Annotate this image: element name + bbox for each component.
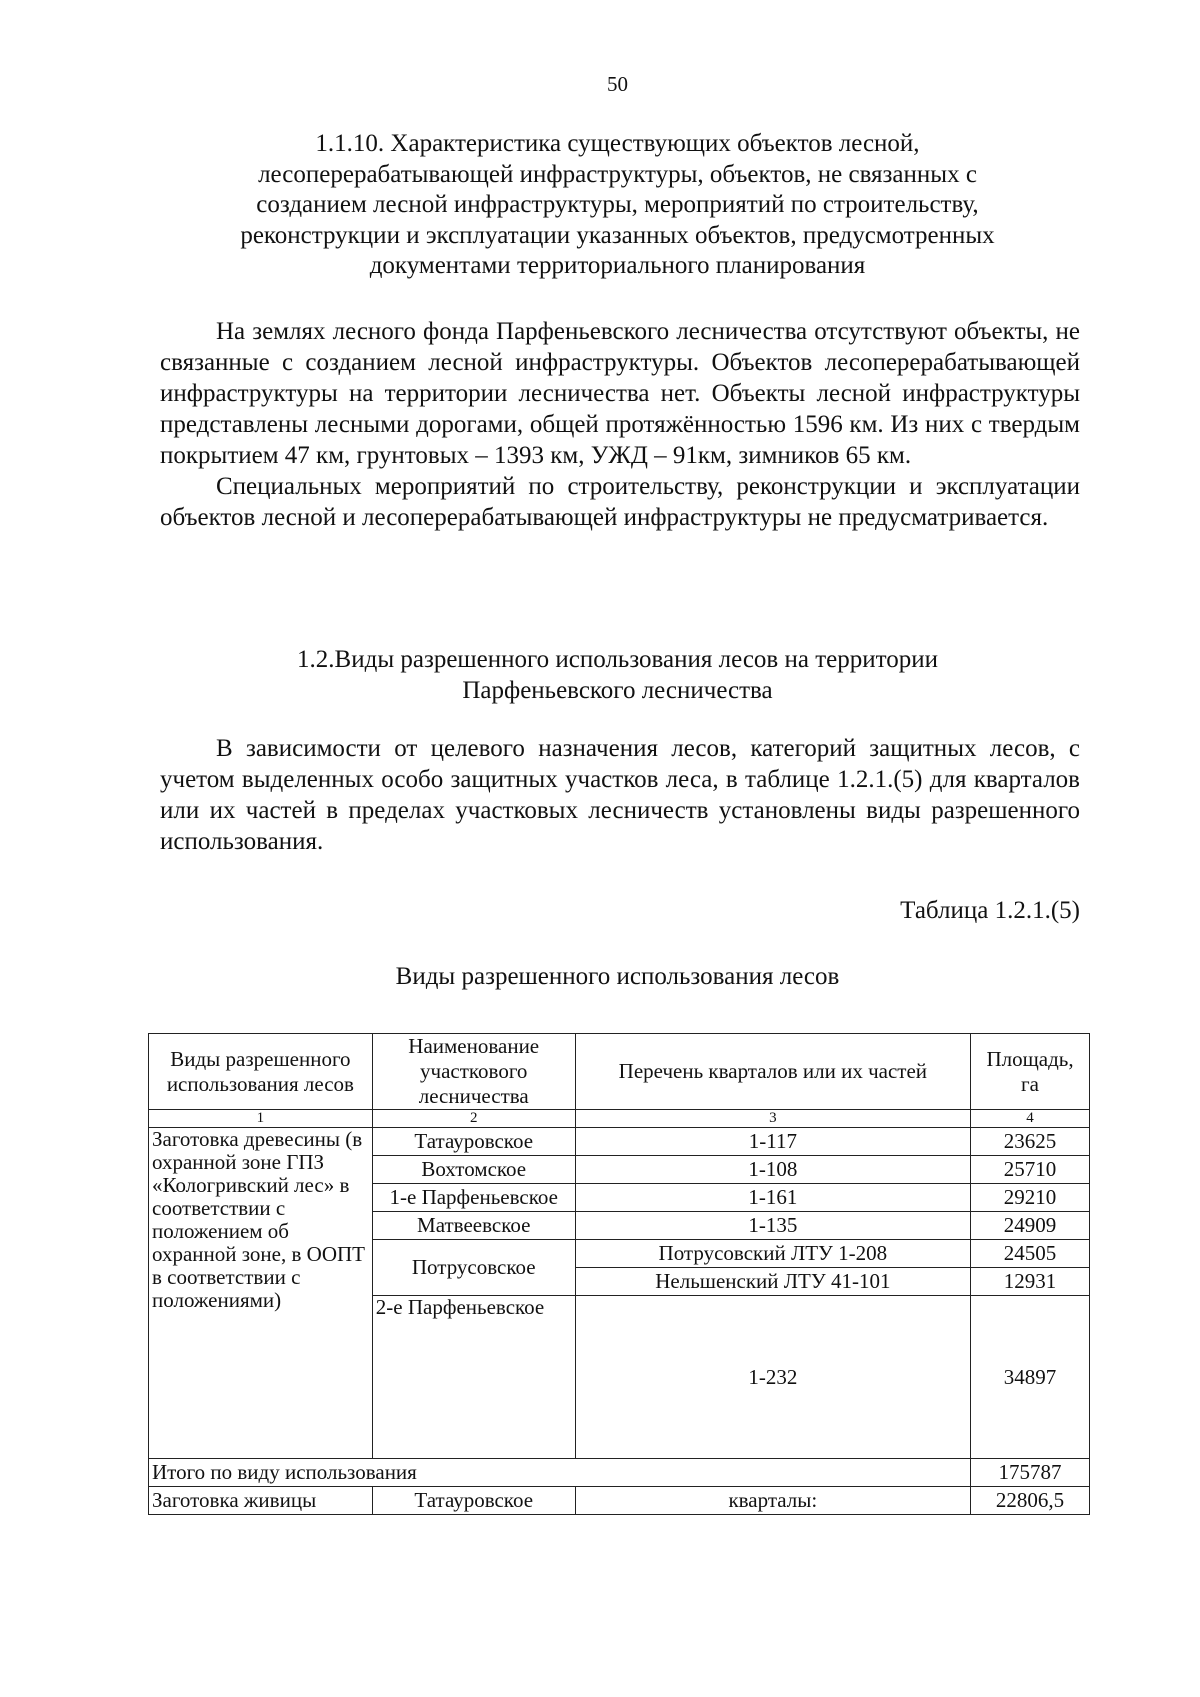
permitted-use-table — [148, 1033, 1090, 1515]
page-number: 50 — [607, 72, 628, 96]
section-heading-line: реконструкции и эксплуатации указанных объектов, предусмотренных — [240, 221, 995, 249]
forestry-cell: 2-е Парфеньевское — [372, 1296, 575, 1459]
quarters-cell: 1-117 — [575, 1128, 970, 1156]
area-cell: 25710 — [971, 1156, 1090, 1184]
use-type-cell: Заготовка живицы — [149, 1487, 373, 1515]
subsection-heading-line: Парфеньевского лесничества — [462, 676, 773, 704]
quarters-cell: Потрусовский ЛТУ 1-208 — [575, 1240, 970, 1268]
quarters-cell: Нельшенский ЛТУ 41-101 — [575, 1268, 970, 1296]
total-value: 175787 — [971, 1459, 1090, 1487]
area-cell: 24909 — [971, 1212, 1090, 1240]
area-cell: 24505 — [971, 1240, 1090, 1268]
forestry-cell: 1-е Парфеньевское — [372, 1184, 575, 1212]
forestry-cell: Потрусовское — [372, 1240, 575, 1296]
subsection-heading — [155, 645, 1080, 706]
paragraph-special-measures: Специальных мероприятий по строительству, реконструкции и эксплуатации объектов лесной и лесоперерабатывающей инфраструктуры не предусматривается. — [160, 473, 1080, 531]
area-cell: 29210 — [971, 1184, 1090, 1212]
section-heading — [155, 129, 1080, 282]
area-cell: 12931 — [971, 1268, 1090, 1296]
paragraph-permitted-use: В зависимости от целевого назначения лесов, категорий защитных лесов, с учетом выделенных особо защитных участков леса, в таблице 1.2.1.(5) для кварталов или их частей в пределах участковых лесничеств установлены виды разрешенного использования. — [160, 735, 1080, 855]
forestry-cell: Татауровское — [372, 1487, 575, 1515]
table-row — [149, 1128, 1090, 1156]
subsection-heading-line: 1.2.Виды разрешенного использования лесов на территории — [297, 646, 938, 673]
quarters-cell: 1-232 — [575, 1296, 970, 1459]
infrastructure-text — [160, 316, 1080, 533]
header-use-type: Виды разрешенного использования лесов — [149, 1034, 373, 1110]
column-number-row — [149, 1110, 1090, 1128]
table-row — [149, 1487, 1090, 1515]
column-number: 4 — [971, 1110, 1090, 1128]
column-number: 2 — [372, 1110, 575, 1128]
table-title: Виды разрешенного использования лесов — [395, 963, 840, 990]
section-heading-line: 1.1.10. Характеристика существующих объектов лесной, — [315, 130, 920, 157]
column-number: 3 — [575, 1110, 970, 1128]
table-header-row — [149, 1034, 1090, 1110]
column-number: 1 — [149, 1110, 373, 1128]
area-cell: 22806,5 — [971, 1487, 1090, 1515]
forestry-cell: Матвеевское — [372, 1212, 575, 1240]
header-quarters: Перечень кварталов или их частей — [575, 1034, 970, 1110]
total-row — [149, 1459, 1090, 1487]
area-cell: 23625 — [971, 1128, 1090, 1156]
quarters-cell: 1-108 — [575, 1156, 970, 1184]
quarters-cell: 1-161 — [575, 1184, 970, 1212]
quarters-cell: кварталы: — [575, 1487, 970, 1515]
header-area: Площадь, га — [971, 1034, 1090, 1110]
header-forestry: Наименование участкового лесничества — [372, 1034, 575, 1110]
forestry-cell: Вохтомское — [372, 1156, 575, 1184]
section-heading-line: документами территориального планирования — [369, 252, 866, 279]
total-label: Итого по виду использования — [149, 1459, 971, 1487]
table-caption: Таблица 1.2.1.(5) — [900, 897, 1080, 924]
area-cell: 34897 — [971, 1296, 1090, 1459]
section-heading-line: лесоперерабатывающей инфраструктуры, объектов, не связанных с — [258, 160, 977, 188]
use-type-cell: Заготовка древесины (в охранной зоне ГПЗ «Кологривский лес» в соответствии с положением об охранной зоне, в ООПТ в соответствии с положениями) — [149, 1128, 373, 1459]
paragraph-infrastructure: На землях лесного фонда Парфеньевского лесничества отсутствуют объекты, не связанные с созданием лесной инфраструктуры. Объектов лесоперерабатывающей инфраструктуры на территории лесничества нет. Объекты лесной инфраструктуры представлены лесными дорогами, общей протяжённостью 1596 км. Из них с твердым покрытием 47 км, грунтовых – 1393 км, УЖД – 91км, зимников 65 км. — [160, 318, 1080, 469]
forestry-cell: Татауровское — [372, 1128, 575, 1156]
permitted-use-text — [160, 733, 1080, 857]
quarters-cell: 1-135 — [575, 1212, 970, 1240]
section-heading-line: созданием лесной инфраструктуры, мероприятий по строительству, — [256, 191, 979, 218]
